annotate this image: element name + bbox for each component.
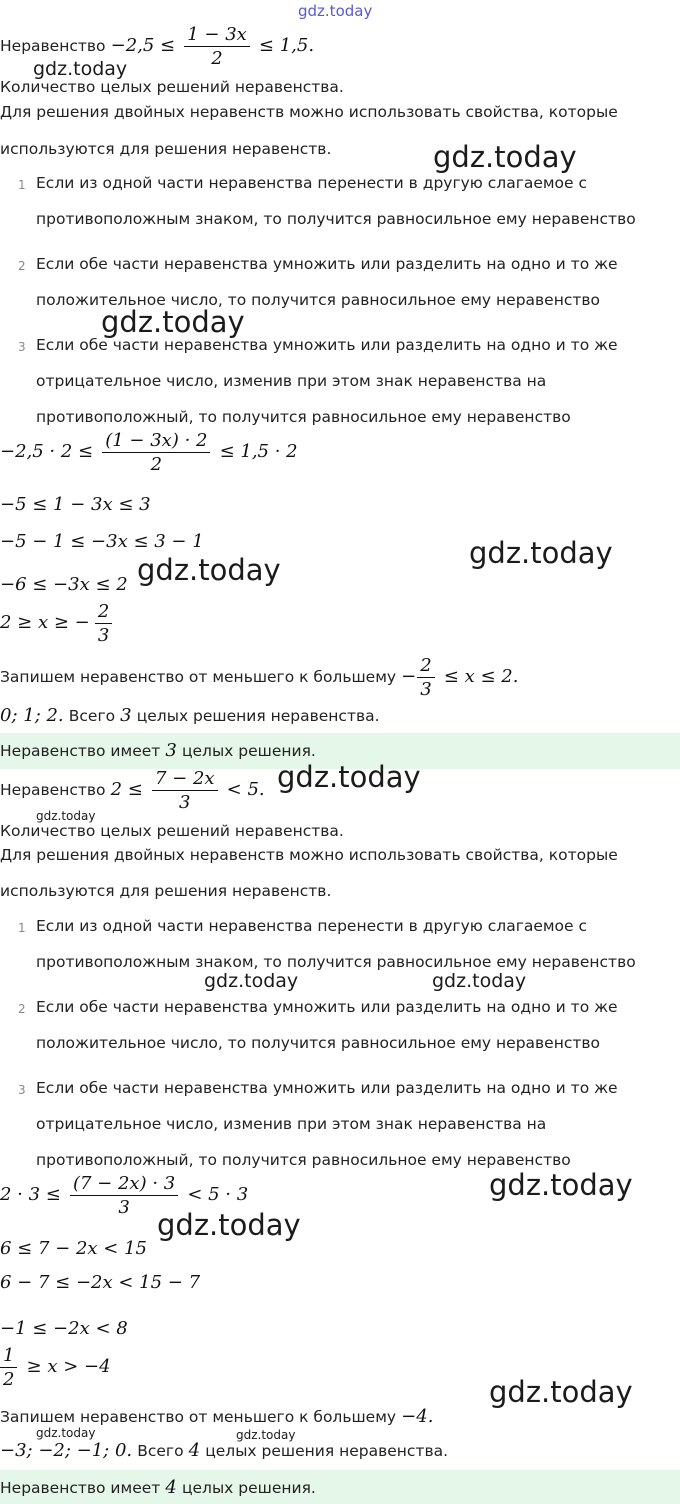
task1-answer: Неравенство имеет 3 целых решения. — [0, 733, 680, 769]
watermark-text: gdz.today — [433, 140, 577, 174]
task1-rule-3-line1: Если обе части неравенства умножить или разделить на одно и то же — [36, 336, 618, 354]
watermark-text: gdz.today — [236, 1428, 296, 1442]
task1-step-1: −2,5 · 2 ≤ $\frac{(1 - 3x) \cdot 2}{2}$ ≤ 1,5 · 2 — [0, 430, 298, 475]
task2-rule-2-line1: Если обе части неравенства умножить или разделить на одно и то же — [36, 998, 618, 1016]
watermark-text: gdz.today — [277, 760, 421, 794]
task1-rule-1-number: 1 — [18, 178, 26, 192]
task1-rule-1-line2: противоположным знаком, то получится равносильное ему неравенство — [36, 210, 636, 228]
task2-step-1-fraction: $\frac{(7 - 2x) \cdot 3}{3}$ — [70, 1173, 178, 1218]
task1-step-5-fraction: $\frac{2}{3}$ — [95, 601, 112, 646]
task2-rule-3-line1: Если обе части неравенства умножить или разделить на одно и то же — [36, 1079, 618, 1097]
watermark-text: gdz.today — [298, 2, 373, 20]
watermark-text: gdz.today — [469, 536, 613, 570]
task2-rule-1-line1: Если из одной части неравенства перенести в другую слагаемое с — [36, 917, 588, 935]
watermark-text: gdz.today — [36, 809, 96, 823]
task2-rule-2-line2: положительное число, то получится равносильное ему неравенство — [36, 1034, 601, 1052]
task1-step-5: 2 ≥ x ≥ − $\frac{2}{3}$ — [0, 601, 116, 646]
task1-rule-2-line2: положительное число, то получится равносильное ему неравенство — [36, 291, 601, 309]
task1-step-3: −5 − 1 ≤ −3x ≤ 3 − 1 — [0, 531, 204, 552]
task1-step-2: −5 ≤ 1 − 3x ≤ 3 — [0, 494, 151, 515]
task2-rule-1-number: 1 — [18, 921, 26, 935]
task1-rule-3-line2: отрицательное число, изменив при этом знак неравенства на — [36, 372, 547, 390]
task2-solutions: −3; −2; −1; 0. Всего 4 целых решения неравенства. — [0, 1440, 449, 1461]
task1-step-4: −6 ≤ −3x ≤ 2 — [0, 574, 128, 595]
task1-statement: Неравенство −2,5 ≤ $\frac{1 - 3x}{2}$ ≤ 1,5. — [0, 24, 315, 69]
task1-order-fraction: $\frac{2}{3}$ — [417, 655, 434, 700]
watermark-text: gdz.today — [204, 970, 299, 992]
task1-question: Количество целых решений неравенства. — [0, 78, 344, 96]
watermark-text: gdz.today — [157, 1208, 301, 1242]
task2-statement-fraction: $\frac{7 - 2x}{3}$ — [152, 768, 218, 813]
watermark-text: gdz.today — [489, 1375, 633, 1409]
task2-intro-line1: Для решения двойных неравенств можно использовать свойства, которые — [0, 846, 618, 864]
task2-rule-2-number: 2 — [18, 1002, 26, 1016]
task1-rule-3-line3: противоположный, то получится равносильное ему неравенство — [36, 408, 571, 426]
task2-question: Количество целых решений неравенства. — [0, 822, 344, 840]
task2-rule-3-line3: противоположный, то получится равносильное ему неравенство — [36, 1151, 571, 1169]
watermark-text: gdz.today — [36, 1426, 96, 1440]
task2-step-5-fraction: $\frac{1}{2}$ — [0, 1345, 17, 1390]
task1-rule-2-line1: Если обе части неравенства умножить или разделить на одно и то же — [36, 255, 618, 273]
task1-rule-3-number: 3 — [18, 340, 26, 354]
task2-step-3: 6 − 7 ≤ −2x < 15 − 7 — [0, 1272, 201, 1293]
task1-intro-line1: Для решения двойных неравенств можно использовать свойства, которые — [0, 103, 618, 121]
task2-step-1: 2 · 3 ≤ $\frac{(7 - 2x) \cdot 3}{3}$ < 5 · 3 — [0, 1173, 249, 1218]
task1-intro-line2: используются для решения неравенств. — [0, 140, 332, 158]
task1-rule-1-line1: Если из одной части неравенства перенести в другую слагаемое с — [36, 174, 588, 192]
task2-rule-1-line2: противоположным знаком, то получится равносильное ему неравенство — [36, 953, 636, 971]
task2-step-5: $\frac{1}{2}$ ≥ x > −4 — [0, 1345, 111, 1390]
task1-solutions: 0; 1; 2. Всего 3 целых решения неравенства. — [0, 705, 380, 726]
watermark-text: gdz.today — [489, 1168, 633, 1202]
watermark-text: gdz.today — [137, 553, 281, 587]
task1-statement-fraction: $\frac{1 - 3x}{2}$ — [184, 24, 250, 69]
task2-step-2: 6 ≤ 7 − 2x < 15 — [0, 1238, 147, 1259]
watermark-text: gdz.today — [33, 58, 128, 80]
task2-rule-3-line2: отрицательное число, изменив при этом знак неравенства на — [36, 1115, 547, 1133]
task1-order: Запишем неравенство от меньшего к большему − $\frac{2}{3}$ ≤ x ≤ 2. — [0, 655, 519, 700]
task2-step-4: −1 ≤ −2x < 8 — [0, 1318, 128, 1339]
task2-answer: Неравенство имеет 4 целых решения. — [0, 1470, 680, 1504]
watermark-text: gdz.today — [432, 970, 527, 992]
task2-intro-line2: используются для решения неравенств. — [0, 882, 332, 900]
task2-statement: Неравенство 2 ≤ $\frac{7 - 2x}{3}$ < 5. — [0, 768, 265, 813]
task2-order: Запишем неравенство от меньшего к большему −4. — [0, 1406, 434, 1427]
watermark-text: gdz.today — [101, 305, 245, 339]
task1-step-1-fraction: $\frac{(1 - 3x) \cdot 2}{2}$ — [102, 430, 210, 475]
task1-rule-2-number: 2 — [18, 259, 26, 273]
task2-rule-3-number: 3 — [18, 1083, 26, 1097]
